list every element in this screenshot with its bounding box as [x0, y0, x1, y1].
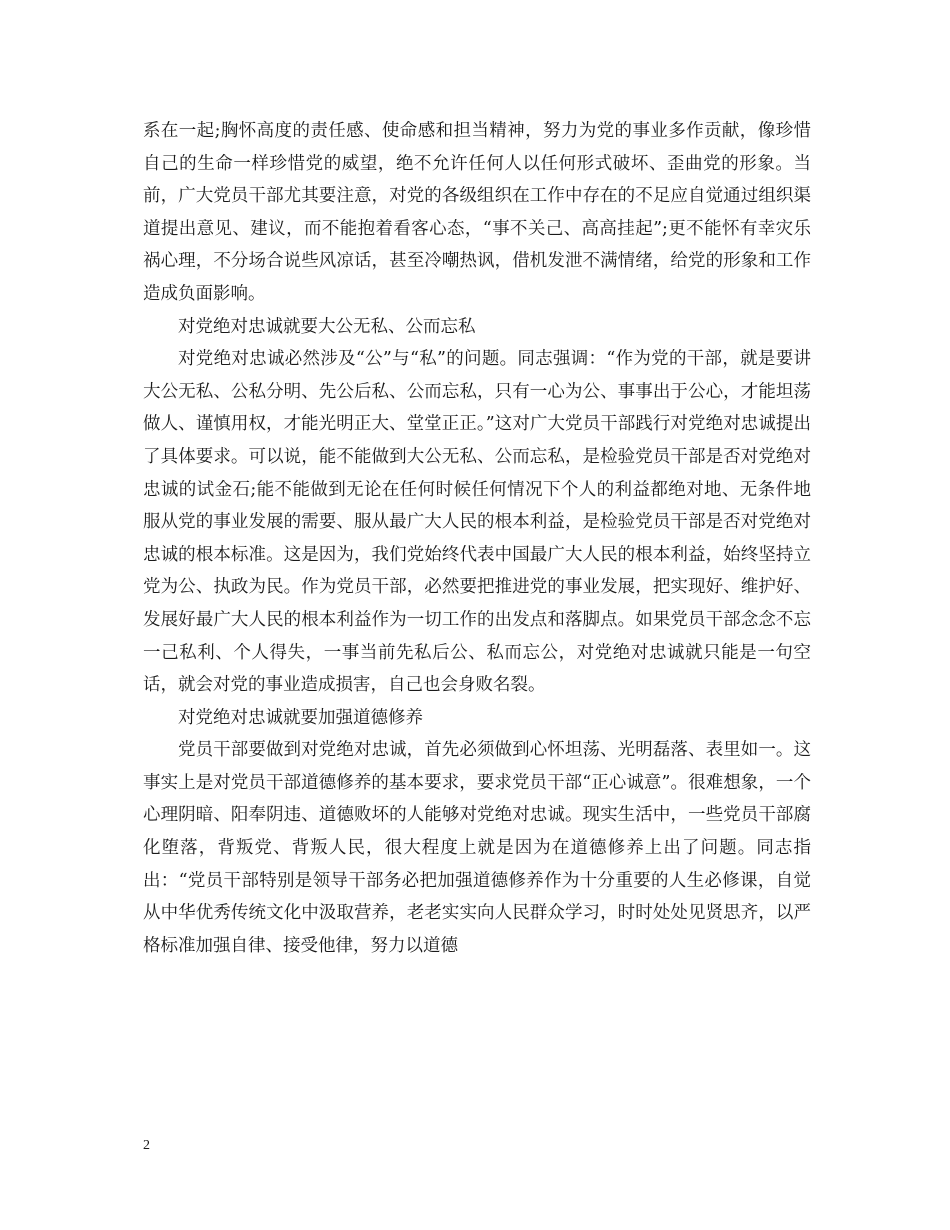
- section-heading: 对党绝对忠诚就要大公无私、公而忘私: [178, 316, 476, 337]
- page-number: 2: [143, 1138, 150, 1153]
- body-paragraph: 党员干部要做到对党绝对忠诚，首先必须做到心怀坦荡、光明磊落、表里如一。这事实上是对党员干部道德修养的基本要求，要求党员干部“正心诚意”。很难想象，一个心理阴暗、阳奉阴违、道德败坏的人能够对党绝对忠诚。现实生活中，一些党员干部腐化堕落，背叛党、背叛人民，很大程度上就是因为在道德修养上出了问题。同志指出：“党员干部特别是领导干部务必把加强道德修养作为十分重要的人生必修课，自觉从中华优秀传统文化中汲取营养，老老实实向人民群众学习，时时处处见贤思齐，以严格标准加强自律、接受他律，努力以道德: [143, 740, 811, 956]
- document-body: [143, 115, 811, 962]
- body-paragraph: 系在一起;胸怀高度的责任感、使命感和担当精神，努力为党的事业多作贡献，像珍惜自己的生命一样珍惜党的威望，绝不允许任何人以任何形式破坏、歪曲党的形象。当前，广大党员干部尤其要注意，对党的各级组织在工作中存在的不足应自觉通过组织渠道提出意见、建议，而不能抱着看客心态，“事不关己、高高挂起”;更不能怀有幸灾乐祸心理，不分场合说些风凉话，甚至冷嘲热讽，借机发泄不满情绪，给党的形象和工作造成负面影响。: [143, 121, 811, 304]
- body-paragraph: 对党绝对忠诚必然涉及“公”与“私”的问题。同志强调：“作为党的干部，就是要讲大公无私、公私分明、先公后私、公而忘私，只有一心为公、事事出于公心，才能坦荡做人、谨慎用权，才能光明正大、堂堂正正。”这对广大党员干部践行对党绝对忠诚提出了具体要求。可以说，能不能做到大公无私、公而忘私，是检验党员干部是否对党绝对忠诚的试金石;能不能做到无论在任何时候任何情况下个人的利益都绝对地、无条件地服从党的事业发展的需要、服从最广大人民的根本利益，是检验党员干部是否对党绝对忠诚的根本标准。这是因为，我们党始终代表中国最广大人民的根本利益，始终坚持立党为公、执政为民。作为党员干部，必然要把推进党的事业发展，把实现好、维护好、发展好最广大人民的根本利益作为一切工作的出发点和落脚点。如果党员干部念念不忘一己私利、个人得失，一事当前先私后公、私而忘公，对党绝对忠诚就只能是一句空话，就会对党的事业造成损害，自己也会身败名裂。: [143, 349, 811, 696]
- section-heading: 对党绝对忠诚就要加强道德修养: [178, 707, 423, 728]
